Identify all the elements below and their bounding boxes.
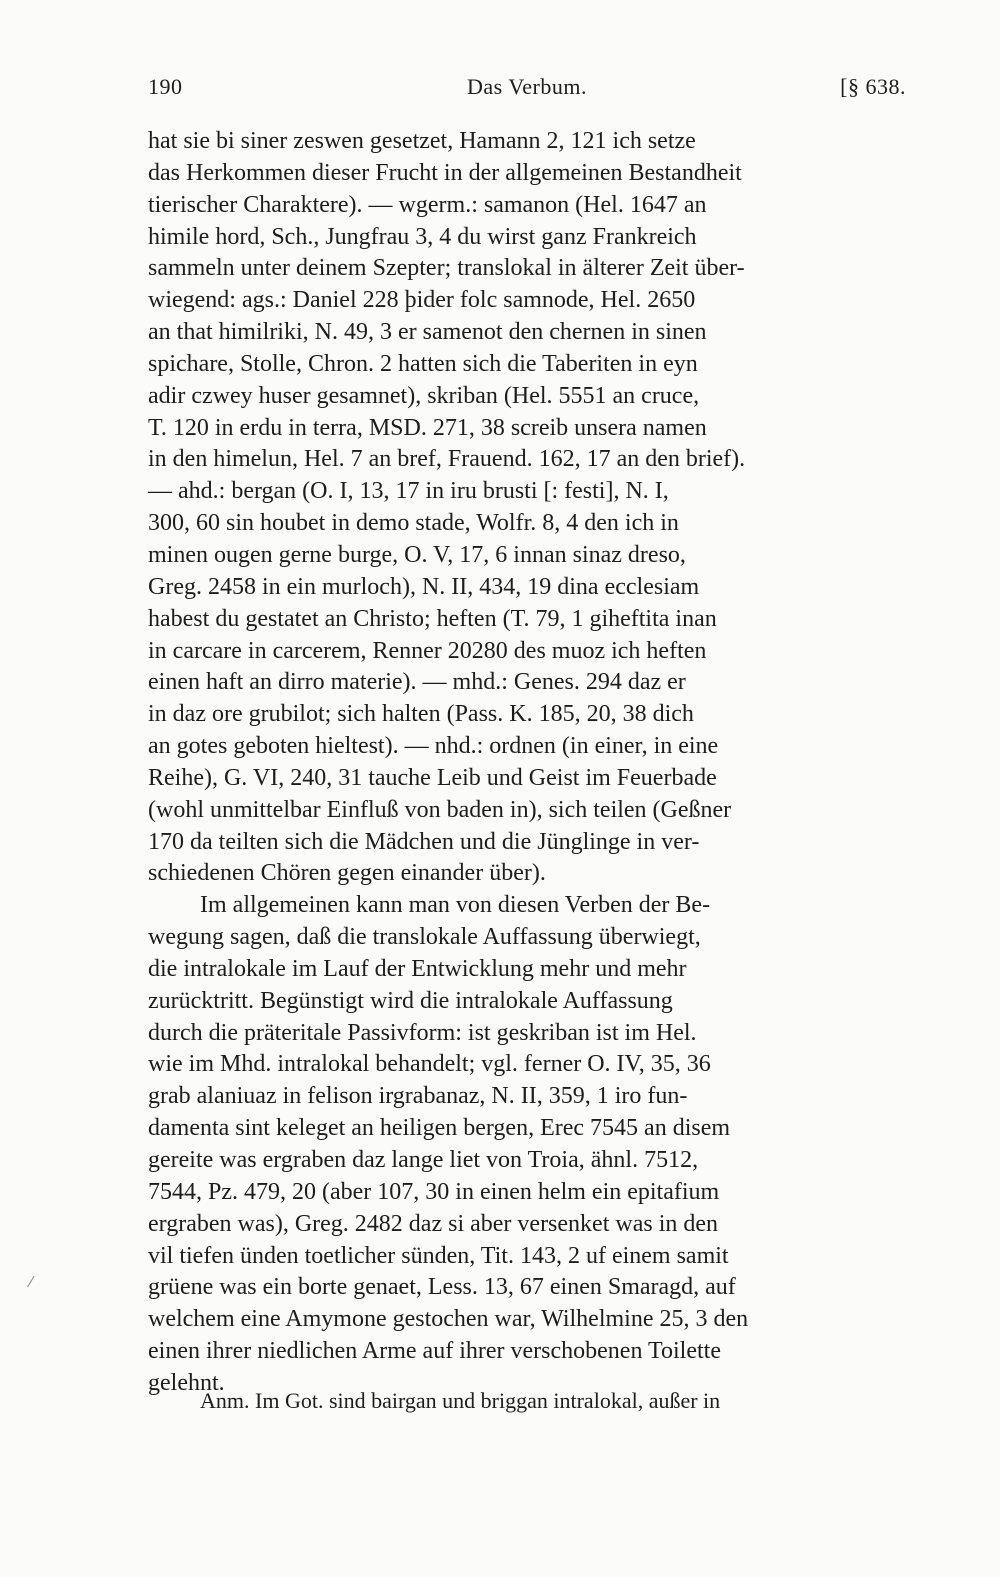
text-line: spichare, Stolle, Chron. 2 hatten sich die Taberiten in eyn [148,350,698,377]
text-line: welchem eine Amymone gestochen war, Wilhelmine 25, 3 den [148,1306,749,1333]
text-line: grüene was ein borte genaet, Less. 13, 67 einen Smaragd, auf [148,1274,736,1301]
annotation-note: Anm. Im Got. sind bairgan und briggan intralokal, außer in [200,1388,721,1413]
paragraph-first-line: Im allgemeinen kann man von diesen Verben der Be- [200,892,711,919]
text-line: 170 da teilten sich die Mädchen und die Jünglinge in ver- [148,828,700,855]
text-line: die intralokale im Lauf der Entwicklung mehr und mehr [148,955,687,982]
text-line: durch die präteritale Passivform: ist geskriban ist im Hel. [148,1019,697,1046]
text-line: grab alaniuaz in felison irgrabanaz, N. II, 359, 1 iro fun- [148,1083,688,1110]
text-line: vil tiefen ünden toetlicher sünden, Tit. 143, 2 uf einem samit [148,1242,729,1269]
text-line: an gotes geboten hieltest). — nhd.: ordnen (in einer, in eine [148,733,719,760]
text-line: schiedenen Chören gegen einander über). [148,860,546,887]
text-line: sammeln unter deinem Szepter; translokal in älterer Zeit über- [148,255,745,282]
text-line: 7544, Pz. 479, 20 (aber 107, 30 in einen helm ein epitafium [148,1178,720,1205]
text-line: habest du gestatet an Christo; heften (T. 79, 1 giheftita inan [148,605,717,632]
text-line: einen haft an dirro materie). — mhd.: Genes. 294 daz er [148,669,686,696]
text-line: tierischer Charaktere). — wgerm.: samanon (Hel. 1647 an [148,191,707,218]
text-line: an that himilriki, N. 49, 3 er samenot den chernen in sinen [148,319,707,346]
text-line: minen ougen gerne burge, O. V, 17, 6 innan sinaz dreso, [148,541,686,568]
text-line: gereite was ergraben daz lange liet von Troia, ähnl. 7512, [148,1147,699,1173]
page-number: 190 [148,74,183,99]
running-title: Das Verbum. [467,74,587,99]
text-line: in den himelun, Hel. 7 an bref, Frauend. 162, 17 an den brief). [148,446,746,473]
text-line: wie im Mhd. intralokal behandelt; vgl. ferner O. IV, 35, 36 [148,1051,711,1078]
margin-pencil-mark: / [26,1271,36,1292]
text-line: wiegend: ags.: Daniel 228 þider folc samnode, Hel. 2650 [148,287,696,314]
text-line: damenta sint keleget an heiligen bergen, Erec 7545 an disem [148,1115,731,1142]
text-line: in carcare in carcerem, Renner 20280 des muoz ich heften [148,637,707,664]
section-reference: [§ 638. [840,74,906,99]
text-line: gelehnt. [148,1369,225,1396]
text-line: hat sie bi siner zeswen gesetzet, Hamann 2, 121 ich setze [148,128,696,154]
text-line: Greg. 2458 in ein murloch), N. II, 434, 19 dina ecclesiam [148,573,700,600]
text-line: wegung sagen, daß die translokale Auffassung überwiegt, [148,924,701,951]
running-header [148,74,906,104]
text-line: ergraben was), Greg. 2482 daz si aber versenket was in den [148,1210,719,1237]
text-line: in daz ore grubilot; sich halten (Pass. K. 185, 20, 38 dich [148,701,694,728]
text-line: das Herkommen dieser Frucht in der allgemeinen Bestandheit [148,159,742,186]
text-line: (wohl unmittelbar Einfluß von baden in), sich teilen (Geßner [148,796,732,823]
text-line: Reihe), G. VI, 240, 31 tauche Leib und Geist im Feuerbade [148,764,717,791]
text-line: adir czwey huser gesamnet), skriban (Hel. 5551 an cruce, [148,382,700,409]
text-line: — ahd.: bergan (O. I, 13, 17 in iru brusti [: festi], N. I, [148,478,669,505]
text-line: T. 120 in erdu in terra, MSD. 271, 38 screib unsera namen [148,414,707,441]
body-text [148,126,905,1400]
text-line: 300, 60 sin houbet in demo stade, Wolfr. 8, 4 den ich in [148,510,679,537]
text-line: einen ihrer niedlichen Arme auf ihrer verschobenen Toilette [148,1338,721,1365]
text-line: zurücktritt. Begünstigt wird die intralokale Auffassung [148,987,673,1014]
text-line: himile hord, Sch., Jungfrau 3, 4 du wirst ganz Frankreich [148,223,697,250]
